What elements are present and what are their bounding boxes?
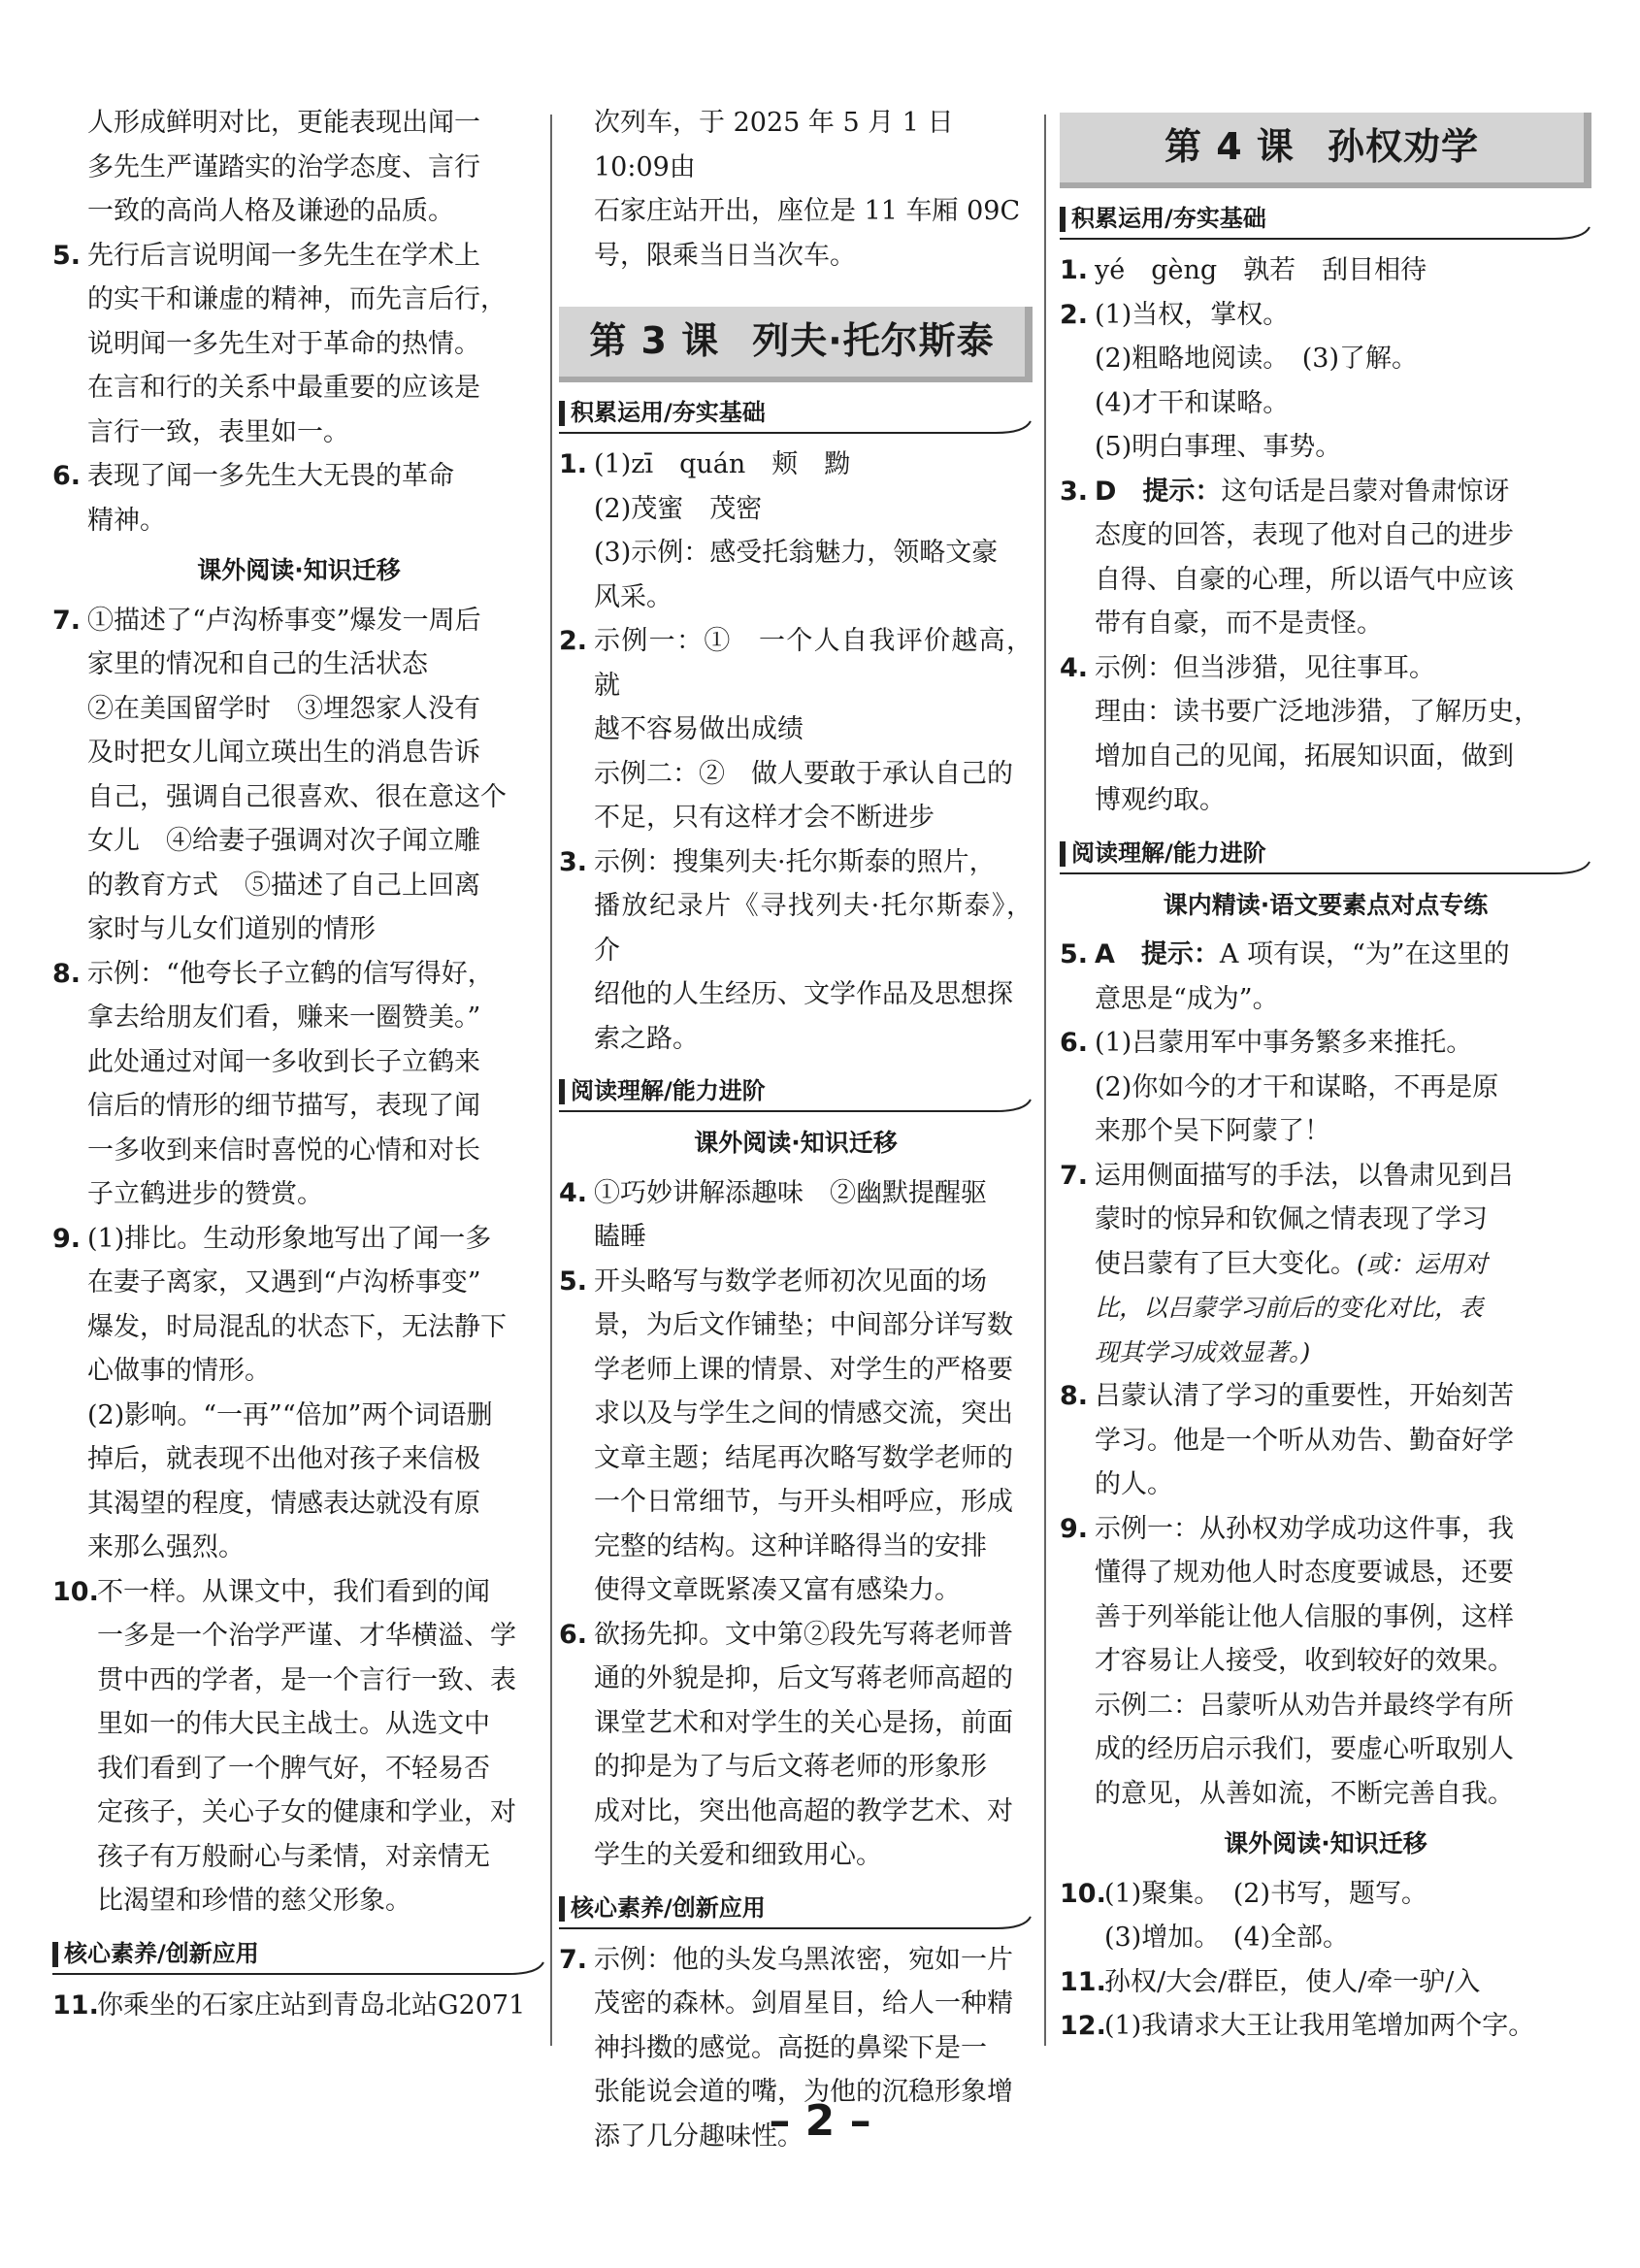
answer-11: 11. 孙权/大会/群臣，使人/牵一驴/入: [1060, 1966, 1481, 1997]
answer-6: 6. 表现了闻一多先生大无畏的革命 精神。: [52, 461, 454, 536]
subsection-title: 课外阅读·知识迁移: [197, 556, 401, 584]
section-header: 积累运用/夯实基础: [1060, 198, 1591, 241]
answer-10: 10. 不一样。从课文中，我们看到的闻 一多是一个治学严谨、才华横溢、学 贯中西的学者，是一个言行一致、表 里如一的伟大民主战士。从选文中 我们看到了一个脾气好，不轻易否 定孩子，关心子女的健康和学业，对 孩子有万般耐心与柔情，对亲情无 比渴望和珍惜的慈父形象。: [52, 1576, 516, 1916]
subsection-title: 课内精读·语文要素点对点专练: [1163, 890, 1489, 919]
page-number: – 2 –: [769, 2096, 871, 2146]
answer-4: 4. ①巧妙讲解添趣味 ②幽默提醒驱 瞌睡: [559, 1177, 987, 1252]
answer-8: 8. 吕蒙认清了学习的重要性，开始刻苦 学习。他是一个听从劝告、勤奋好学 的人。: [1060, 1381, 1514, 1499]
lesson-title: 第 4 课 孙权劝学: [1060, 113, 1591, 188]
answer-5: 5. 先行后言说明闻一多先生在学术上 的实干和谦虚的精神，而先言后行， 说明闻一多先生对于革命的热情。 在言和行的关系中最重要的应该是 言行一致，表里如一。: [52, 240, 507, 447]
answer-7: 7. 运用侧面描写的手法，以鲁肃见到吕 蒙时的惊异和钦佩之情表现了学习 使吕蒙有了巨大变化。(或：运用对 比，以吕蒙学习前后的变化对比，表 现其学习成效显著。): [1060, 1160, 1514, 1366]
subsection-title: 课外阅读·知识迁移: [1224, 1829, 1427, 1857]
continued-text: 人形成鲜明对比，更能表现出闻一 多先生严谨踏实的治学态度、言行 一致的高尚人格及谦逊的品质。: [87, 108, 480, 226]
answer-9: 9. (1)排比。生动形象地写出了闻一多 在妻子离家，又遇到“卢沟桥事变” 爆发，时局混乱的状态下，无法静下 心做事的情形。 (2)影响。“一再”“倍加”两个词语删 掉后，就表现不出他对孩子来信极 其渴望的程度，情感表达就没有原 来那么强烈。: [52, 1223, 507, 1562]
lesson-title: 第 3 课 列夫·托尔斯泰: [559, 307, 1033, 382]
answer-5: 5. 开头略写与数学老师初次见面的场 景，为后文作铺垫；中间部分详写数 学老师上课的情景、对学生的严格要 求以及与学生之间的情感交流，突出 文章主题；结尾再次略写数学老师的 一个日常细节，与开头相呼应，形成 完整的结构。这种详略得当的安排 使得文章既紧凑又富有感染力。: [559, 1265, 1013, 1605]
section-header: 阅读理解/能力进阶: [559, 1070, 1033, 1113]
answer-12: 12. (1)我请求大王让我用笔增加两个字。: [1060, 2011, 1535, 2041]
answer-1: 1. (1)zī quán 颊 黝 (2)茂蜜 茂密 (3)示例：感受托翁魅力，领略文豪 风采。: [559, 449, 999, 612]
answer-1: 1. yé gèng 孰若 刮目相待: [1060, 255, 1427, 285]
section-header: 阅读理解/能力进阶: [1060, 833, 1591, 875]
section-header: 核心素养/创新应用: [559, 1888, 1033, 1930]
answer-3: 3. 示例：搜集列夫·托尔斯泰的照片， 播放纪录片《寻找列夫·托尔斯泰》，介 绍他的人生经历、文学作品及思想探 索之路。: [559, 846, 1033, 1054]
column-divider: [550, 115, 552, 2046]
answer-4: 4. 示例：但当涉猎，见往事耳。 理由：读书要广泛地涉猎，了解历史， 增加自己的见闻，拓展知识面，做到 博观约取。: [1060, 652, 1540, 815]
answer-3: 3. D 提示：这句话是吕蒙对鲁肃惊讶 态度的回答，表现了他对自己的进步 自得、自豪的心理，所以语气中应该 带有自豪，而不是责怪。: [1060, 476, 1514, 639]
answer-7: 7. 示例：他的头发乌黑浓密，宛如一片 茂密的森林。剑眉星目，给人一种精 神抖擞的感觉。高挺的鼻梁下是一 张能说会道的嘴，为他的沉稳形象增 添了几分趣味性。: [559, 1944, 1013, 2152]
answer-9: 9. 示例一：从孙权劝学成功这件事，我 懂得了规劝他人时态度要诚恳，还要 善于列举能让他人信服的事例，这样 才容易让人接受，收到较好的效果。 示例二：吕蒙听从劝告并最终学有所 成的经历启示我们，要虚心听取别人 的意见，从善如流，不断完善自我。: [1060, 1513, 1514, 1809]
column-divider: [1044, 115, 1046, 2046]
continued-text: 次列车，于 2025 年 5 月 1 日 10:09由 石家庄站开出，座位是 11 车厢 09C 号，限乘当日当次车。: [594, 108, 1021, 271]
answer-8: 8. 示例：“他夸长子立鹤的信写得好， 拿去给朋友们看，赚来一圈赞美。” 此处通过对闻一多收到长子立鹤来 信后的情形的细节描写，表现了闻 一多收到来信时喜悦的心情和对长 子立鹤进步的赞赏。: [52, 958, 494, 1209]
subsection-title: 课外阅读·知识迁移: [694, 1129, 898, 1157]
column-3: [1060, 101, 1591, 2049]
answer-6: 6. (1)吕蒙用军中事务繁多来推托。 (2)你如今的才干和谋略，不再是原 来那个吴下阿蒙了！: [1060, 1028, 1499, 1146]
section-header: 积累运用/夯实基础: [559, 392, 1033, 435]
answer-10: 10. (1)聚集。 (2)书写，题写。 (3)增加。 (4)全部。: [1060, 1878, 1427, 1953]
answer-2: 2. (1)当权，掌权。 (2)粗略地阅读。 (3)了解。 (4)才干和谋略。 (5)明白事理、事势。: [1060, 299, 1418, 462]
answer-5: 5. A 提示：A 项有误，“为”在这里的 意思是“成为”。: [1060, 939, 1510, 1014]
answer-7: 7. ①描述了“卢沟桥事变”爆发一周后 家里的情况和自己的生活状态 ②在美国留学时 ③埋怨家人没有 及时把女儿闻立瑛出生的消息告诉 自己，强调自己很喜欢、很在意这个 女儿 ④给妻子强调对次子闻立雕 的教育方式 ⑤描述了自己上回离 家时与儿女们道别的情形: [52, 605, 507, 944]
answer-2: 2. 示例一：① 一个人自我评价越高，就 越不容易做出成绩 示例二：② 做人要敢于承认自己的 不足，只有这样才会不断进步: [559, 626, 1033, 833]
column-2: [559, 101, 1033, 2158]
column-1: [52, 101, 545, 2027]
section-header: 核心素养/创新应用: [52, 1933, 545, 1976]
answer-6: 6. 欲扬先抑。文中第②段先写蒋老师普 通的外貌是抑，后文写蒋老师高超的 课堂艺术和对学生的关心是扬，前面 的抑是为了与后文蒋老师的形象形 成对比，突出他高超的教学艺术、对 学生的关爱和细致用心。: [559, 1619, 1013, 1870]
answer-11: 11. 你乘坐的石家庄站到青岛北站G2071: [52, 1989, 526, 2021]
